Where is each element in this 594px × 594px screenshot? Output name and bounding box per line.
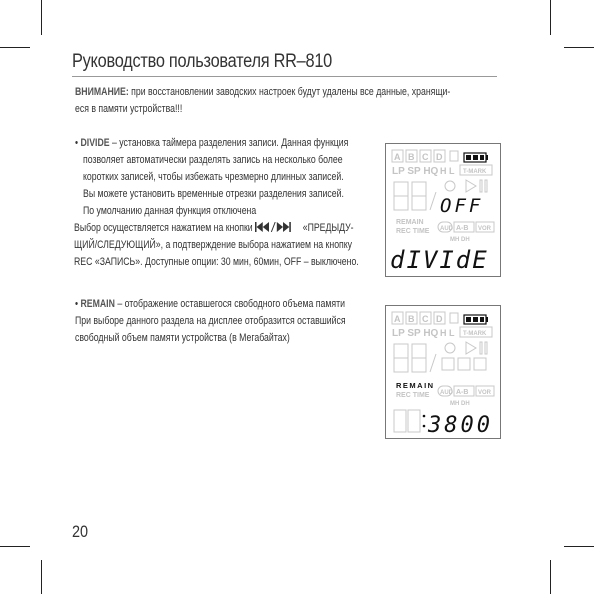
crop-mark xyxy=(550,560,551,594)
warning-line-2: еся в памяти устройства!!! xyxy=(75,103,183,115)
lcd-remain-graphic xyxy=(386,306,500,438)
lcd-divide-graphic xyxy=(386,144,500,276)
svg-text:REMAIN: REMAIN xyxy=(396,219,424,226)
svg-text:LP SP HQ: LP SP HQ xyxy=(392,328,439,339)
remain-line-1: – отображение оставшегося свободного объема памяти xyxy=(114,298,345,310)
title-rule xyxy=(72,76,497,77)
lcd-bottom-value: dIVIdE xyxy=(390,246,489,274)
divide-line-6a: Выбор осуществляется нажатием на кнопки xyxy=(74,222,256,234)
divide-line-2: позволяет автоматически разделять запись на несколько более xyxy=(83,154,343,166)
svg-text:D: D xyxy=(436,152,443,162)
svg-text:H L: H L xyxy=(440,166,455,176)
svg-text:A: A xyxy=(394,152,401,162)
crop-mark xyxy=(564,47,594,48)
lcd-remain-value: 3800 xyxy=(428,413,493,438)
lcd-display-divide xyxy=(385,143,501,277)
page-title: Руководство пользователя RR–810 xyxy=(72,51,333,72)
divide-line-3: коротких записей, чтобы избежать чрезмерно длинных записей. xyxy=(83,171,344,183)
crop-mark xyxy=(0,546,30,547)
divide-line-7: ЩИЙ/СЛЕДУЮЩИЙ», а подтверждение выбора нажатием на кнопку xyxy=(74,239,353,251)
svg-text:MH DH: MH DH xyxy=(450,401,470,407)
svg-text:B: B xyxy=(408,152,415,162)
remain-line-2: При выборе данного раздела на дисплее отобразится оставшийся xyxy=(75,315,346,327)
divide-paragraph xyxy=(75,135,348,152)
warning-line-1: при восстановлении заводских настроек будут удалены все данные, хранящи- xyxy=(128,86,451,98)
prev-next-icon xyxy=(255,221,300,231)
svg-text:MH DH: MH DH xyxy=(450,237,470,243)
crop-mark xyxy=(550,0,551,35)
crop-mark xyxy=(0,47,30,48)
svg-text:C: C xyxy=(422,152,429,162)
svg-text:REC TIME: REC TIME xyxy=(396,392,430,399)
lcd-display-remain xyxy=(385,305,501,439)
svg-text:VOR: VOR xyxy=(478,390,492,396)
lcd-remain-label: REMAIN xyxy=(396,381,435,390)
warning-paragraph xyxy=(75,84,450,101)
bullet: • xyxy=(75,137,81,149)
divide-line-1: – установка таймера разделения записи. Данная функция xyxy=(109,137,349,149)
divide-line-6 xyxy=(74,220,354,237)
svg-text:VOR: VOR xyxy=(478,226,492,232)
crop-mark xyxy=(41,0,42,35)
remain-line-3: свободный объем памяти устройства (в Мегабайтах) xyxy=(75,332,290,344)
svg-text:REC TIME: REC TIME xyxy=(396,228,430,235)
svg-text:LP SP HQ: LP SP HQ xyxy=(392,166,439,177)
crop-mark xyxy=(41,560,42,594)
divide-line-5: По умолчанию данная функция отключена xyxy=(83,205,257,217)
svg-text:A: A xyxy=(394,314,401,324)
divide-label: DIVIDE xyxy=(80,137,110,149)
svg-text:H L: H L xyxy=(440,328,455,338)
bullet: • xyxy=(75,298,81,310)
svg-text:T-MARK: T-MARK xyxy=(463,169,487,175)
remain-paragraph xyxy=(75,296,345,313)
page-number: 20 xyxy=(72,522,89,541)
svg-text:A-B: A-B xyxy=(456,225,469,232)
svg-text:T-MARK: T-MARK xyxy=(463,331,487,337)
crop-mark xyxy=(564,546,594,547)
svg-text:AUD: AUD xyxy=(440,226,453,232)
divide-line-4: Вы можете установить временные отрезки разделения записей. xyxy=(83,188,344,200)
warning-label: ВНИМАНИЕ: xyxy=(75,86,129,98)
svg-text:A-B: A-B xyxy=(456,389,469,396)
svg-text:D: D xyxy=(436,314,443,324)
remain-label: REMAIN xyxy=(80,298,115,310)
divide-line-8: REC «ЗАПИСЬ». Доступные опции: 30 мин, 60мин, OFF – выключено. xyxy=(74,256,359,268)
divide-line-6b: «ПРЕДЫДУ- xyxy=(300,222,354,234)
lcd-field-value: OFF xyxy=(440,195,484,217)
svg-text:AUD: AUD xyxy=(440,390,453,396)
svg-text:B: B xyxy=(408,314,415,324)
svg-text:C: C xyxy=(422,314,429,324)
